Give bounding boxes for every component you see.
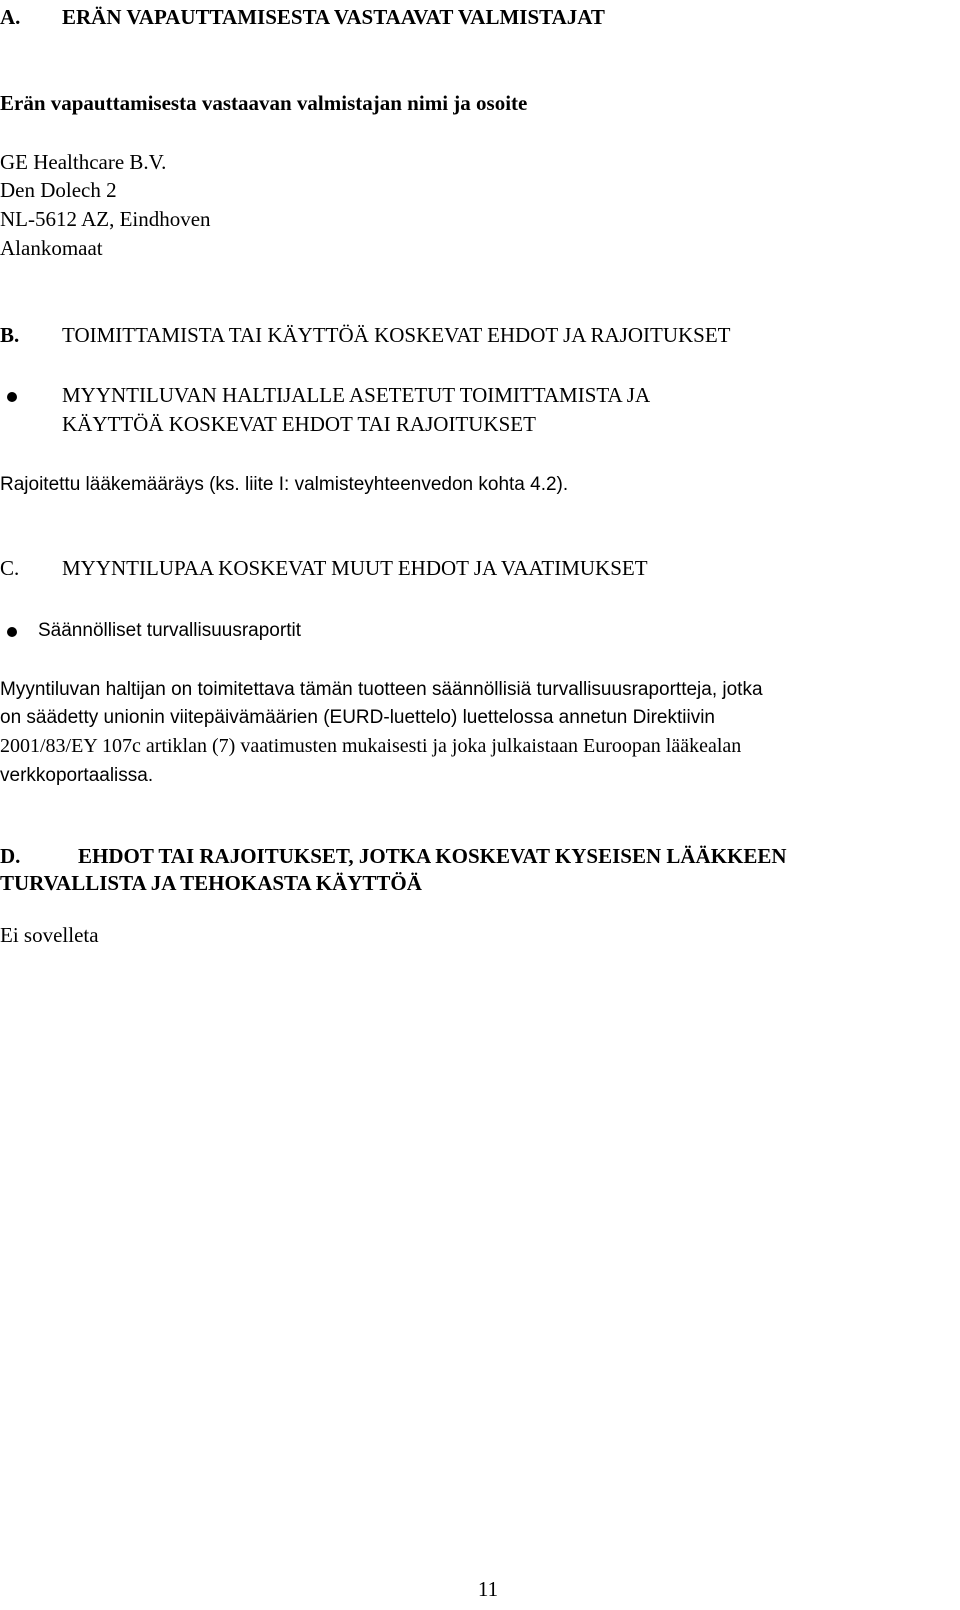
section-d-title: EHDOT TAI RAJOITUKSET, JOTKA KOSKEVAT KYSEISEN LÄÄKKEEN xyxy=(78,844,787,868)
section-b-heading xyxy=(0,321,731,350)
paragraph-line: 2001/83/EY 107c artiklan (7) vaatimusten mukaisesti ja joka julkaistaan Euroopan lääkealan xyxy=(0,735,742,757)
section-d-text: Ei sovelleta xyxy=(0,923,99,947)
section-c-heading xyxy=(0,554,648,583)
address-line: GE Healthcare B.V. xyxy=(0,150,167,174)
section-d-title-continued: TURVALLISTA JA TEHOKASTA KÄYTTÖÄ xyxy=(0,871,422,895)
section-a-heading xyxy=(0,3,605,32)
section-b-title: TOIMITTAMISTA TAI KÄYTTÖÄ KOSKEVAT EHDOT JA RAJOITUKSET xyxy=(62,323,731,347)
bullet-icon xyxy=(7,627,17,637)
address-line: Alankomaat xyxy=(0,236,103,260)
address-line: NL-5612 AZ, Eindhoven xyxy=(0,207,211,231)
paragraph-line: verkkoportaalissa. xyxy=(0,765,154,786)
paragraph-line: Myyntiluvan haltijan on toimitettava tämän tuotteen säännöllisiä turvallisuusraportteja, jotka xyxy=(0,679,763,700)
page-number: 11 xyxy=(477,1577,499,1601)
section-a-letter: A. xyxy=(0,5,21,29)
paragraph-line: on säädetty unionin viitepäivämäärien (EURD-luettelo) luettelossa annetun Direktiivin xyxy=(0,707,715,728)
section-b-letter: B. xyxy=(0,323,20,347)
section-d-heading xyxy=(0,842,787,871)
section-b-bullet xyxy=(0,381,960,441)
section-c-letter: C. xyxy=(0,556,20,580)
section-d-letter: D. xyxy=(0,844,21,868)
section-c-title: MYYNTILUPAA KOSKEVAT MUUT EHDOT JA VAATIMUKSET xyxy=(62,556,648,580)
bullet-text: Säännölliset turvallisuusraportit xyxy=(38,620,301,641)
bullet-icon xyxy=(7,392,17,402)
section-a-title: ERÄN VAPAUTTAMISESTA VASTAAVAT VALMISTAJAT xyxy=(62,5,605,29)
manufacturer-subheading: Erän vapauttamisesta vastaavan valmistajan nimi ja osoite xyxy=(0,91,528,115)
address-line: Den Dolech 2 xyxy=(0,178,117,202)
section-b-text: Rajoitettu lääkemääräys (ks. liite I: valmisteyhteenvedon kohta 4.2). xyxy=(0,474,569,495)
bullet-text-line: MYYNTILUVAN HALTIJALLE ASETETUT TOIMITTAMISTA JA xyxy=(62,383,651,407)
bullet-text-line: KÄYTTÖÄ KOSKEVAT EHDOT TAI RAJOITUKSET xyxy=(62,412,536,436)
section-c-bullet xyxy=(0,616,960,646)
